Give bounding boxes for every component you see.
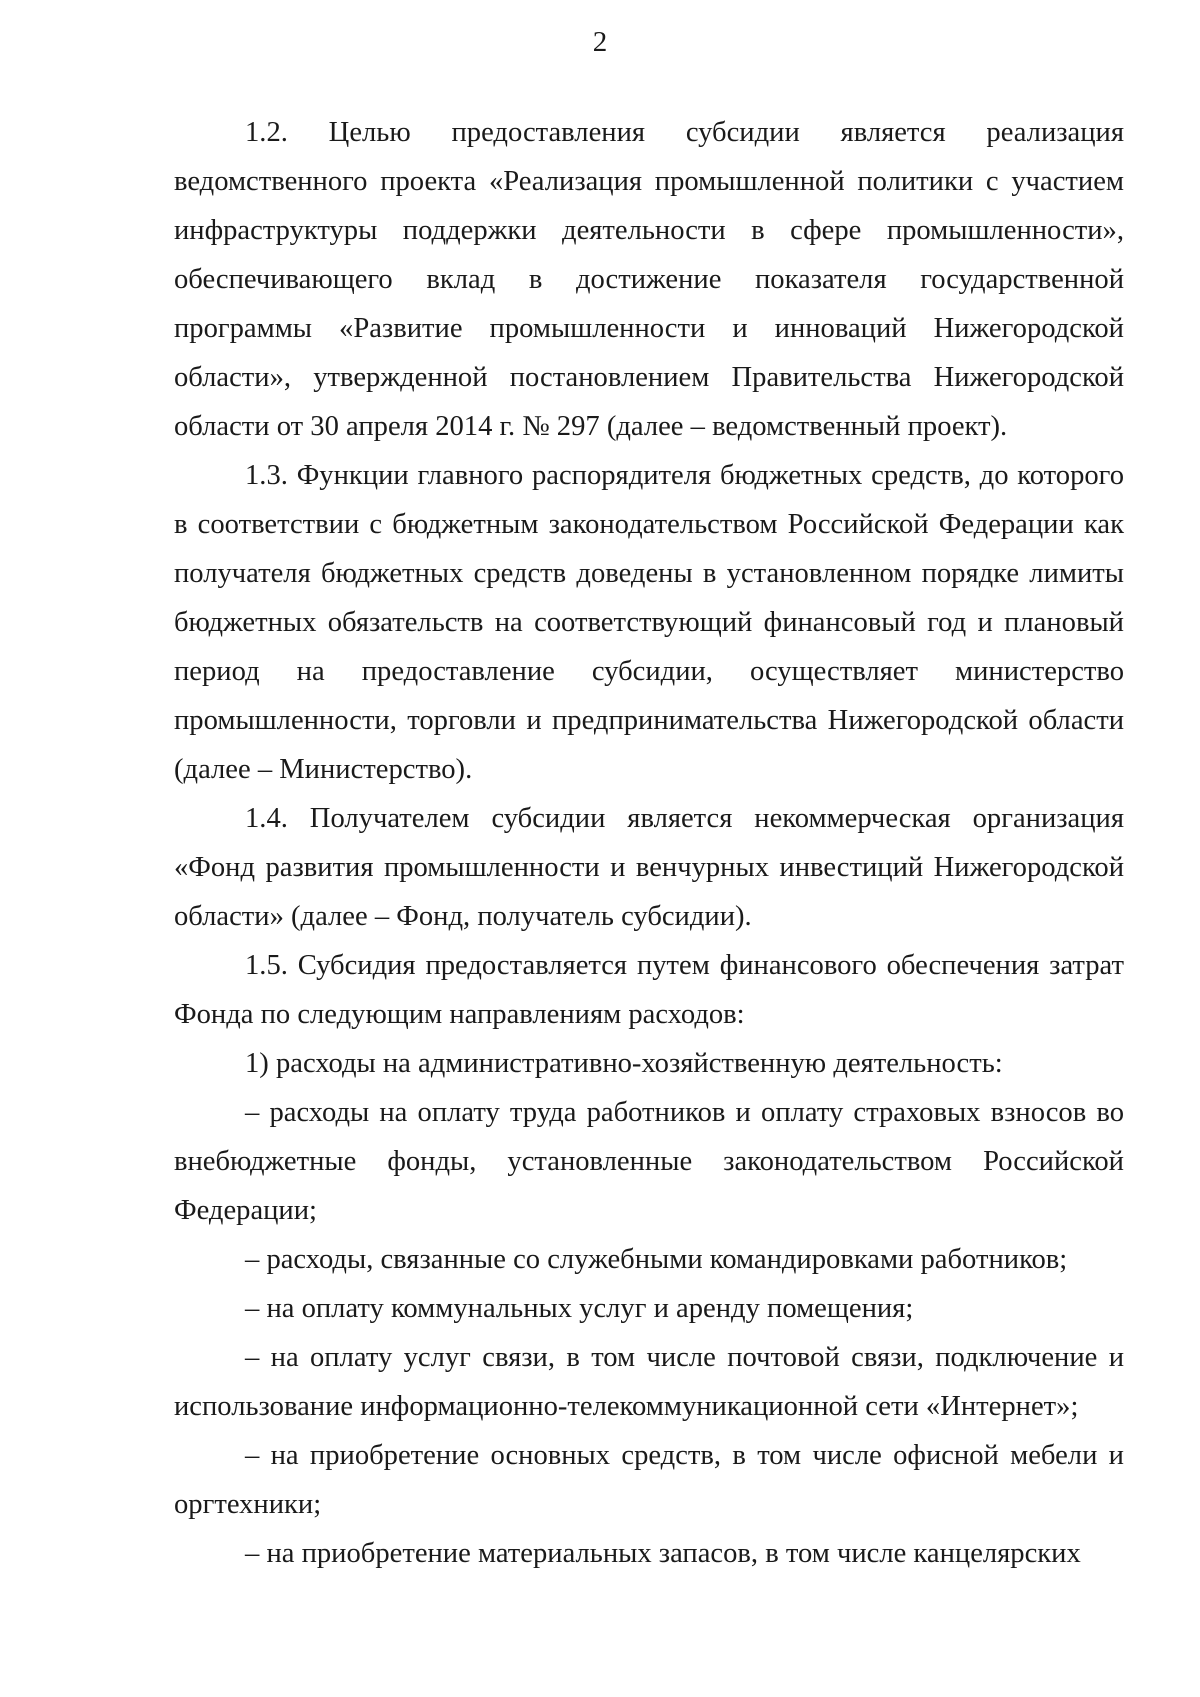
- document-body: [174, 108, 1124, 1578]
- paragraph-1-2: 1.2. Целью предоставления субсидии является реализация ведомственного проекта «Реализация промышленной политики с участием инфраструктуры поддержки деятельности в сфере промышленности», обеспечивающего вклад в достижение показателя государственной программы «Развитие промышленности и инноваций Нижегородской области», утвержденной постановлением Правительства Нижегородской области от 30 апреля 2014 г. № 297 (далее – ведомственный проект).: [174, 117, 1124, 442]
- list-subitem-labor-costs: – расходы на оплату труда работников и оплату страховых взносов во внебюджетные фонды, установленные законодательством Российской Федерации;: [174, 1097, 1124, 1226]
- list-subitem-fixed-assets: – на приобретение основных средств, в том числе офисной мебели и оргтехники;: [174, 1440, 1124, 1520]
- paragraph-1-4: 1.4. Получателем субсидии является некоммерческая организация «Фонд развития промышленности и венчурных инвестиций Нижегородской области» (далее – Фонд, получатель субсидии).: [174, 803, 1124, 932]
- list-subitem-material-stocks: – на приобретение материальных запасов, в том числе канцелярских: [245, 1538, 1081, 1569]
- paragraph-1-3: 1.3. Функции главного распорядителя бюджетных средств, до которого в соответствии с бюджетным законодательством Российской Федерации как получателя бюджетных средств доведены в установленном порядке лимиты бюджетных обязательств на соответствующий финансовый год и плановый период на предоставление субсидии, осуществляет министерство промышленности, торговли и предпринимательства Нижегородской области (далее – Министерство).: [174, 460, 1124, 785]
- page-number: 2: [592, 26, 608, 58]
- paragraph-1-5: 1.5. Субсидия предоставляется путем финансового обеспечения затрат Фонда по следующим направлениям расходов:: [174, 950, 1124, 1030]
- list-subitem-business-trips: – расходы, связанные со служебными командировками работников;: [245, 1244, 1068, 1275]
- list-subitem-communication: – на оплату услуг связи, в том числе почтовой связи, подключение и использование информационно-телекоммуникационной сети «Интернет»;: [174, 1342, 1124, 1422]
- list-subitem-utilities-rent: – на оплату коммунальных услуг и аренду помещения;: [245, 1293, 914, 1324]
- list-item-1: 1) расходы на административно-хозяйственную деятельность:: [245, 1048, 1003, 1079]
